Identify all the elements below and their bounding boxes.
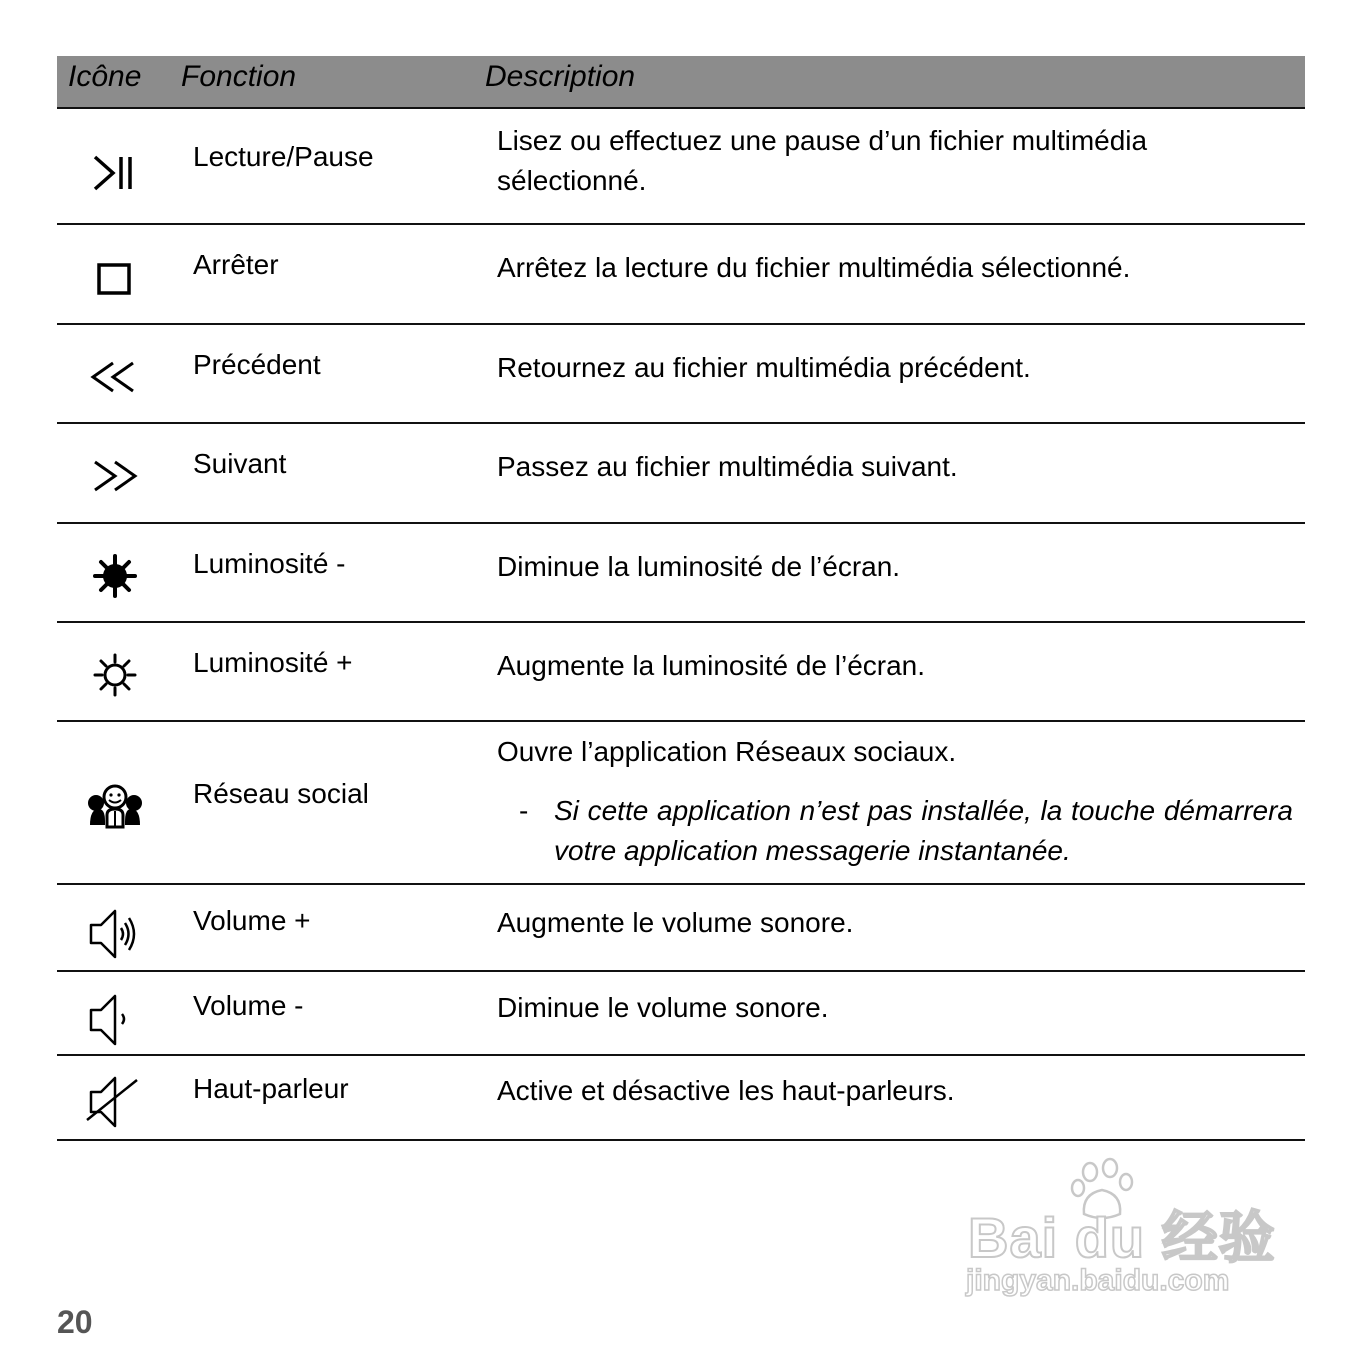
function-label: Volume -: [193, 990, 304, 1021]
description-text: Active et désactive les haut-parleurs.: [497, 1075, 955, 1106]
header-function: Fonction: [181, 60, 297, 93]
previous-icon: [85, 347, 145, 407]
table-row: [57, 885, 1305, 972]
function-label: Volume +: [193, 905, 311, 936]
table-row: [57, 424, 1305, 524]
description-text: Diminue la luminosité de l’écran.: [497, 551, 901, 582]
brightness-up-icon: [85, 645, 145, 705]
description-text: Passez au fichier multimédia suivant.: [497, 451, 958, 482]
function-label: Haut-parleur: [193, 1073, 349, 1104]
play-pause-icon: [85, 143, 145, 203]
function-label: Précédent: [193, 349, 321, 380]
speaker-mute-icon: [85, 1072, 145, 1132]
function-label: Lecture/Pause: [193, 141, 374, 172]
header-description: Description: [485, 60, 636, 93]
table-row: [57, 972, 1305, 1056]
description-text: Augmente la luminosité de l’écran.: [497, 650, 926, 681]
description-text: Lisez ou effectuez une pause d’un fichier multimédia sélectionné.: [497, 125, 1148, 196]
baidu-watermark: [962, 1156, 1282, 1306]
function-label: Réseau social: [193, 778, 369, 809]
table-row: [57, 722, 1305, 885]
page-number: 20: [57, 1304, 93, 1340]
table-row: [57, 109, 1305, 225]
description-text: Arrêtez la lecture du fichier multimédia sélectionné.: [497, 252, 1131, 283]
header-icon: Icône: [68, 60, 142, 93]
note: [519, 791, 1293, 871]
description-text: Retournez au fichier multimédia précédent.: [497, 352, 1031, 383]
function-label: Luminosité +: [193, 647, 353, 678]
function-label: Luminosité -: [193, 548, 346, 579]
function-label: Arrêter: [193, 249, 279, 280]
description-text: Diminue le volume sonore.: [497, 992, 829, 1023]
next-icon: [85, 446, 145, 506]
brightness-down-icon: [85, 546, 145, 606]
table-row: [57, 225, 1305, 325]
note-text: Si cette application n’est pas installée, la touche démarrera votre application messagerie instantanée.: [554, 795, 1293, 866]
stop-icon: [85, 249, 145, 309]
function-label: Suivant: [193, 448, 287, 479]
description-text: Augmente le volume sonore.: [497, 907, 854, 938]
social-network-icon: [85, 777, 145, 837]
table-row: [57, 325, 1305, 424]
note-dash: -: [519, 795, 529, 826]
table-row: [57, 524, 1305, 623]
watermark-url: jingyan.baidu.com: [966, 1264, 1230, 1297]
table-row: [57, 623, 1305, 722]
description-text: Ouvre l’application Réseaux sociaux.: [497, 736, 957, 767]
table-header: [57, 56, 1305, 109]
table-row: [57, 1056, 1305, 1141]
volume-up-icon: [85, 903, 145, 963]
volume-down-icon: [85, 990, 145, 1050]
watermark-brand: Bai du 经验: [968, 1206, 1276, 1269]
